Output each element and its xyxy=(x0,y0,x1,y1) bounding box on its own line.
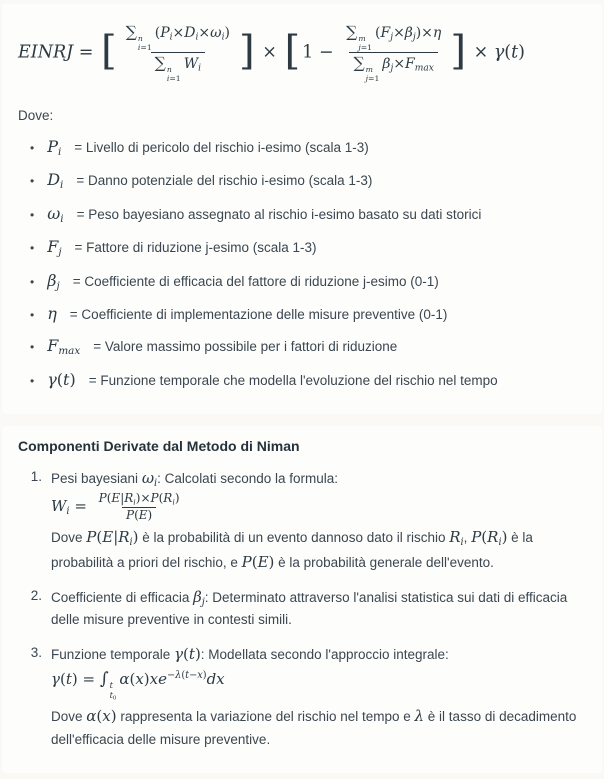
bullet-definition-text: = Danno potenziale del rischio i-esimo (scala 1-3) xyxy=(76,173,373,189)
derived-item-number: 3. xyxy=(30,644,42,660)
bullet-math-symbol: βj xyxy=(47,270,60,292)
text-run: rappresenta la variazione del rischio nel tempo e xyxy=(116,709,415,725)
text-run: Dove xyxy=(51,530,87,546)
inline-math: Ri xyxy=(449,528,464,549)
derived-item xyxy=(24,585,586,631)
bullet-marker: • xyxy=(30,207,35,222)
bullet-marker: • xyxy=(30,174,35,189)
bullet-math-symbol: γ(t) xyxy=(47,369,76,389)
derived-item xyxy=(24,466,586,574)
bullet-math-symbol: η xyxy=(47,304,57,324)
variable-bullet xyxy=(30,304,586,323)
bullet-marker: • xyxy=(30,340,35,355)
einrj-main-formula: EINRJ = [ ∑ n i=1 (Pi×Di×ωi) ∑ n i=1 Wi ] × [ 1 − ∑ m j=1 (Fj×βj)×η ∑ m j=1 βj×Fmax ] × γ(t) xyxy=(18,22,525,84)
derived-components-heading: Componenti Derivate dal Metodo di Niman xyxy=(18,437,300,454)
inline-math: P(Ri) xyxy=(471,528,508,549)
inline-math: γ(t) xyxy=(174,644,201,663)
text-run: è il tasso di decadimento dell'efficacia delle misure preventive. xyxy=(51,709,577,747)
bullet-math-symbol: Fmax xyxy=(47,336,81,358)
derived-item-number: 2. xyxy=(30,587,42,603)
bullet-marker: • xyxy=(30,308,35,323)
text-run: Pesi bayesiani xyxy=(51,470,142,486)
text-run: è la probabilità di un evento dannoso dato il rischio xyxy=(138,530,450,546)
inline-math: Wi = $\frac{P(E|Ri)\times P(Ri)}{P(E)}$ xyxy=(51,491,180,522)
bullet-definition-text: = Coefficiente di implementazione delle misure preventive (0-1) xyxy=(69,307,448,323)
text-run: : Calcolati secondo la formula: xyxy=(157,470,339,486)
variable-bullet xyxy=(30,271,586,292)
text-run: Funzione temporale xyxy=(51,646,175,662)
inline-math: βj xyxy=(193,587,205,608)
inline-math: α(x) xyxy=(86,707,117,726)
derived-components-list xyxy=(18,466,586,751)
text-run: è la probabilità generale dell'evento. xyxy=(274,554,494,570)
derived-item-line xyxy=(51,642,586,666)
formula-line xyxy=(51,491,586,523)
variable-definitions-list xyxy=(18,137,586,389)
variable-bullet xyxy=(30,137,586,158)
variable-bullet xyxy=(30,204,586,225)
text-run: , xyxy=(463,530,472,546)
bullet-marker: • xyxy=(30,140,35,155)
derived-item-line xyxy=(51,525,586,574)
derived-item-line xyxy=(51,466,586,490)
bullet-math-symbol: Pi xyxy=(47,136,62,158)
text-run: : Determinato attraverso l'analisi statistica sui dati di efficacia delle misure preventive in contesti simili. xyxy=(51,589,568,628)
bullet-marker: • xyxy=(30,241,35,256)
bullet-math-symbol: Fj xyxy=(47,237,62,259)
derived-components-section xyxy=(2,426,602,774)
formula-section xyxy=(2,4,602,414)
variable-bullet xyxy=(30,370,586,389)
derived-item-number: 1. xyxy=(30,468,42,484)
bullet-math-symbol: ωi xyxy=(47,203,64,225)
bullet-definition-text: = Peso bayesiano assegnato al rischio i-esimo basato su dati storici xyxy=(76,206,482,222)
inline-math: P(E) xyxy=(241,552,275,571)
variable-bullet xyxy=(30,336,586,357)
derived-item-content xyxy=(51,585,586,631)
text-run: Dove xyxy=(51,709,87,725)
bullet-definition-text: = Fattore di riduzione j-esimo (scala 1-3) xyxy=(74,240,317,256)
text-run: Coefficiente di efficacia xyxy=(51,589,194,605)
bullet-marker: • xyxy=(30,373,35,388)
inline-math: γ(t) = ∫ t t0 $\alpha(x)xe^{-\lambda(t-x)}dx$ xyxy=(51,668,225,702)
variable-bullet xyxy=(30,170,586,191)
variable-bullet xyxy=(30,237,586,258)
text-run: : Modellata secondo l'approccio integrale: xyxy=(200,646,449,662)
derived-item-content xyxy=(51,642,586,750)
formula-line xyxy=(51,667,586,702)
inline-math: P(E|Ri) xyxy=(86,528,139,549)
inline-math: λ xyxy=(414,707,425,726)
derived-item-line xyxy=(51,585,586,631)
derived-item-line xyxy=(51,704,586,750)
bullet-definition-text: = Valore massimo possibile per i fattori di riduzione xyxy=(93,339,398,355)
inline-math: ωi xyxy=(141,468,158,489)
bullet-definition-text: = Coefficiente di efficacia del fattore di riduzione j-esimo (0-1) xyxy=(72,273,439,289)
derived-item xyxy=(24,642,586,750)
bullet-definition-text: = Funzione temporale che modella l'evoluzione del rischio nel tempo xyxy=(88,372,498,388)
derived-item-content xyxy=(51,466,586,574)
bullet-marker: • xyxy=(30,274,35,289)
text-run: è la probabilità a priori del rischio, e xyxy=(51,530,533,570)
bullet-math-symbol: Di xyxy=(47,170,64,192)
dove-label: Dove: xyxy=(18,107,54,123)
bullet-definition-text: = Livello di pericolo del rischio i-esimo (scala 1-3) xyxy=(74,139,369,155)
